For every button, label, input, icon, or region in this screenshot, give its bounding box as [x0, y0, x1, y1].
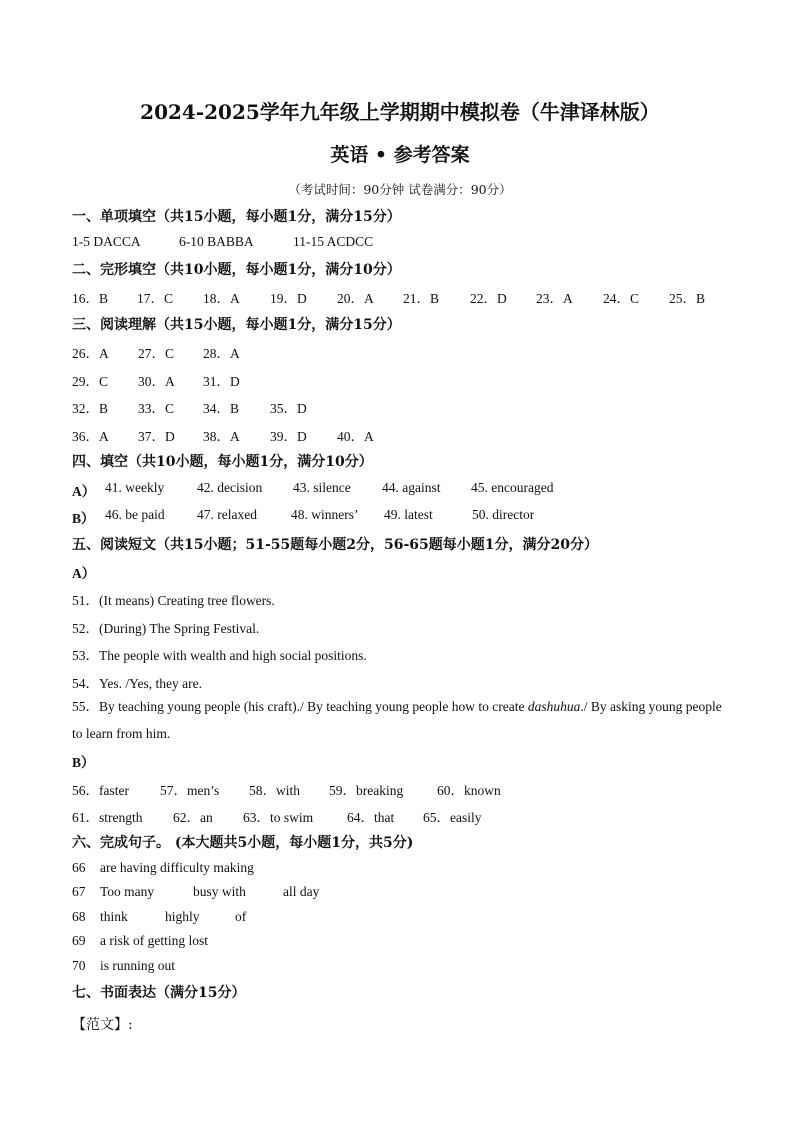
section-5-heading: 五、阅读短文（共15小题；51-55题每小题2分，56-65题每小题1分，满分20分）: [72, 537, 598, 553]
answer-group: 11-15 ACDCC: [293, 234, 374, 249]
part-label: A）: [72, 484, 96, 499]
answer-item: 32．B: [72, 401, 109, 416]
section-2-heading: 二、完形填空（共10小题，每小题1分，满分10分）: [72, 262, 401, 278]
answer-item: 61．strength: [72, 810, 143, 825]
answer-text: think: [100, 909, 128, 924]
section-7-heading: 七、书面表达（满分15分）: [72, 985, 246, 1001]
section-1-heading: 一、单项填空（共15小题，每小题1分，满分15分）: [72, 209, 401, 225]
answer-text: are having difficulty making: [100, 860, 254, 875]
question-number: 70: [72, 958, 86, 973]
answer-text: Too many: [100, 884, 155, 899]
answer-item: 35．D: [270, 401, 307, 416]
answer-item: 34．B: [203, 401, 240, 416]
answer-text: of: [235, 909, 247, 924]
answer-item: 33．C: [138, 401, 175, 416]
answer-item: 36．A: [72, 429, 109, 444]
answer-item: 17．C: [137, 291, 174, 306]
answer-item: 24．C: [603, 291, 640, 306]
answer-item: 45. encouraged: [471, 480, 554, 495]
answer-item: 39．D: [270, 429, 307, 444]
answer-item: 65．easily: [423, 810, 482, 825]
answer-item: 29．C: [72, 374, 109, 389]
answer-item: 23．A: [536, 291, 573, 306]
part-label: A）: [72, 566, 96, 581]
answer-item: 42. decision: [197, 480, 263, 495]
answer-item: 40．A: [337, 429, 374, 444]
answer-item: 18．A: [203, 291, 240, 306]
answer-55-suffix: ./ By asking young people to learn from him.: [72, 699, 722, 741]
answer-group: 1-5 DACCA: [72, 234, 141, 249]
answer-text: a risk of getting lost: [100, 933, 208, 948]
answer-group: 6-10 BABBA: [179, 234, 254, 249]
answer-item: 64．that: [347, 810, 395, 825]
answer-item: 46. be paid: [105, 507, 165, 522]
answer-item: 16．B: [72, 291, 109, 306]
answer-item: 59．breaking: [329, 783, 404, 798]
answer-item: 58．with: [249, 783, 301, 798]
question-number: 69: [72, 933, 86, 948]
answer-item: 57．men’s: [160, 783, 220, 798]
answer-text: all day: [283, 884, 320, 899]
answer-item: 21．B: [403, 291, 440, 306]
answer-text: highly: [165, 909, 200, 924]
answer-item: 50. director: [472, 507, 535, 522]
answer-item: 25．B: [669, 291, 706, 306]
answer-item: 28．A: [203, 346, 240, 361]
question-number: 68: [72, 909, 86, 924]
answer-item: 37．D: [138, 429, 175, 444]
answer-item: 49. latest: [384, 507, 433, 522]
page-subtitle: 英语 • 参考答案: [330, 144, 470, 166]
answer-item: 19．D: [270, 291, 307, 306]
answer-item: 63．to swim: [243, 810, 314, 825]
answer-item: 41. weekly: [105, 480, 165, 495]
answer-line: 51．(It means) Creating tree flowers.: [72, 593, 275, 608]
answer-item: 62．an: [173, 810, 213, 825]
question-number: 66: [72, 860, 86, 875]
answer-item: 20．A: [337, 291, 374, 306]
answer-item: 43. silence: [293, 480, 351, 495]
answer-item: 26．A: [72, 346, 109, 361]
answer-item: 30．A: [138, 374, 175, 389]
page-title: 2024-2025学年九年级上学期期中模拟卷（牛津译林版）: [140, 100, 660, 124]
answer-line: 53．The people with wealth and high social positions.: [72, 648, 367, 663]
answer-text: busy with: [193, 884, 246, 899]
question-number: 67: [72, 884, 86, 899]
part-label: B）: [72, 511, 95, 526]
answer-item: 22．D: [470, 291, 507, 306]
section-4-heading: 四、填空（共10小题，每小题1分，满分10分）: [72, 454, 373, 470]
answer-line: 54．Yes. /Yes, they are.: [72, 676, 203, 691]
sample-essay-label: 【范文】:: [72, 1017, 133, 1033]
exam-info: （考试时间：90分钟 试卷满分：90分）: [288, 182, 512, 197]
section-6-heading: 六、完成句子。 (本大题共5小题，每小题1分，共5分): [72, 835, 414, 851]
section-3-heading: 三、阅读理解（共15小题，每小题1分，满分15分）: [72, 317, 401, 333]
answer-item: 27．C: [138, 346, 175, 361]
answer-text: is running out: [100, 958, 176, 973]
answer-line: 52．(During) The Spring Festival.: [72, 621, 260, 636]
answer-item: 48. winners’: [291, 507, 359, 522]
answer-item: 60．known: [437, 783, 501, 798]
answer-55-term: dashuhua: [527, 699, 581, 714]
answer-item: 56．faster: [72, 783, 129, 798]
answer-item: 47. relaxed: [197, 507, 257, 522]
answer-item: 38．A: [203, 429, 240, 444]
answer-item: 44. against: [382, 480, 441, 495]
answer-55-prefix: 55．By teaching young people (his craft)./ By teaching young people how to create: [72, 699, 528, 714]
answer-line-55: [72, 693, 732, 747]
part-label: B）: [72, 755, 95, 770]
answer-item: 31．D: [203, 374, 240, 389]
